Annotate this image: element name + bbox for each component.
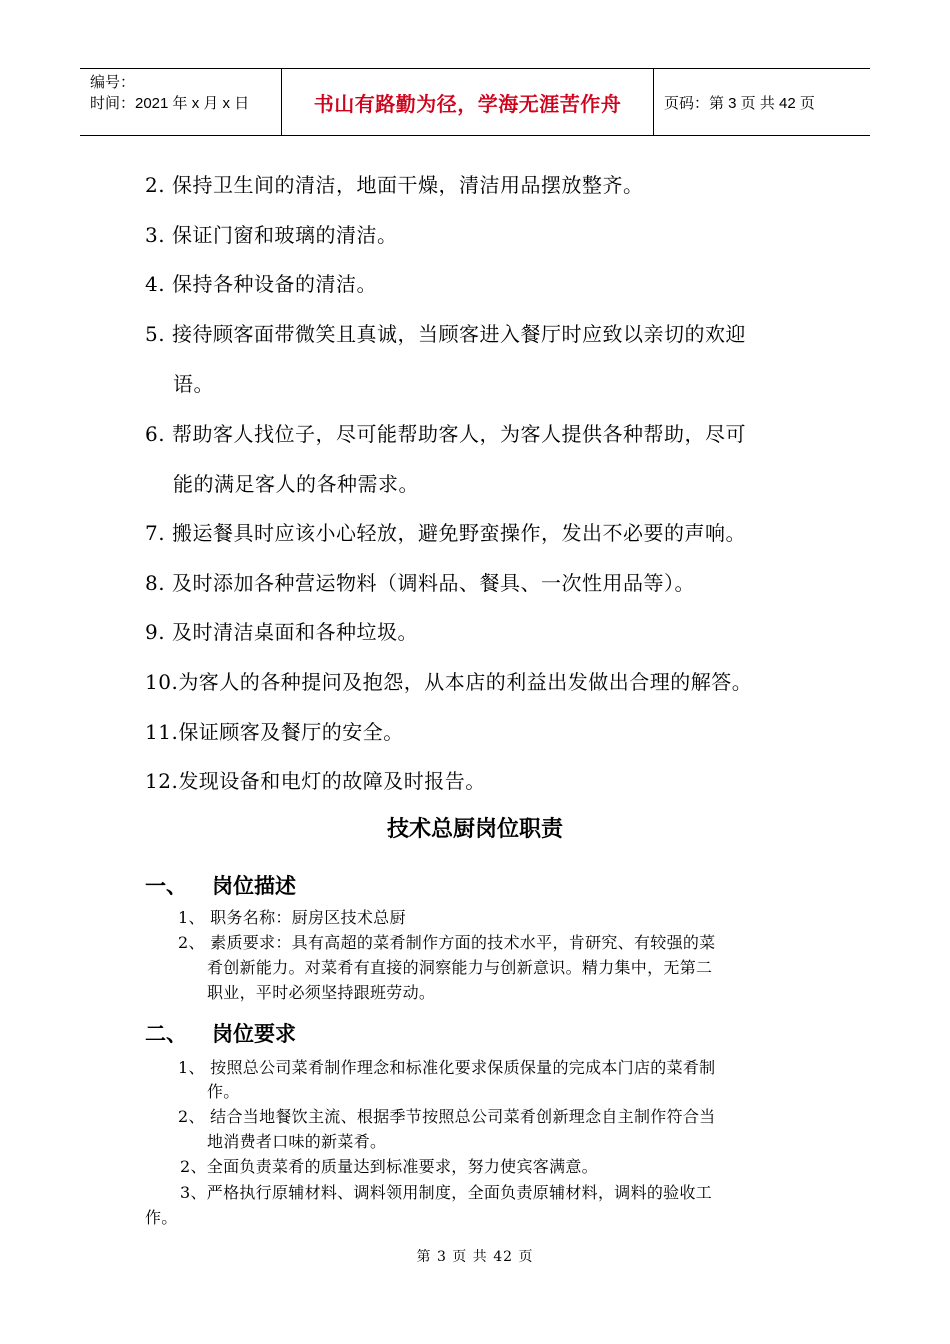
list-item-text: 及时添加各种营运物料（调料品、餐具、一次性用品等）。	[171, 571, 695, 595]
description-item: 2、 素质要求：具有高超的菜肴制作方面的技术水平，肯研究、有较强的菜	[178, 933, 716, 952]
list-item-number: 11.	[145, 720, 179, 744]
list-item	[145, 409, 825, 509]
description-item-continued: 职业，平时必须坚持跟班劳动。	[207, 983, 436, 1002]
list-item-number: 5.	[145, 322, 166, 346]
list-item	[145, 259, 825, 309]
list-item	[145, 309, 825, 409]
list-item	[145, 756, 825, 806]
list-item-text: 接待顾客面带微笑且真诚，当顾客进入餐厅时应致以亲切的欢迎	[171, 322, 746, 346]
section-heading-name: 岗位描述	[212, 875, 296, 898]
list-item-number: 6.	[145, 422, 166, 446]
header-time: 时间：2021 年 x 月 x 日	[90, 95, 250, 112]
list-item	[145, 160, 825, 210]
list-item-text: 发现设备和电灯的故障及时报告。	[178, 769, 486, 793]
page-footer: 第 3 页 共 42 页	[416, 1249, 534, 1265]
list-item-text: 保证顾客及餐厅的安全。	[178, 720, 404, 744]
list-item-text: 保证门窗和玻璃的清洁。	[171, 223, 398, 247]
description-item-continued: 肴创新能力。对菜肴有直接的洞察能力与创新意识。精力集中，无第二	[207, 958, 713, 977]
section-heading-requirements	[145, 1018, 296, 1048]
list-item	[145, 558, 825, 608]
list-item-number: 7.	[145, 521, 166, 545]
description-item	[178, 906, 828, 931]
header-meta	[80, 69, 282, 135]
list-item-number: 9.	[145, 620, 166, 644]
header-motto: 书山有路勤为径，学海无涯苦作舟	[282, 69, 654, 135]
list-item-number: 4.	[145, 272, 166, 296]
description-item-label: 1、 职务名称：	[178, 908, 292, 927]
requirement-item: 2、全面负责菜肴的质量达到标准要求，努力使宾客满意。	[180, 1157, 598, 1176]
list-item-text: 保持各种设备的清洁。	[171, 272, 377, 296]
header-number: 编号：	[90, 74, 136, 91]
list-item-text: 及时清洁桌面和各种垃圾。	[171, 620, 418, 644]
list-item	[145, 210, 825, 260]
section-heading-name: 岗位要求	[212, 1023, 296, 1046]
requirement-item: 1、 按照总公司菜肴制作理念和标准化要求保质保量的完成本门店的菜肴制	[178, 1058, 716, 1077]
requirement-item-continued: 作。	[145, 1208, 178, 1227]
list-item-number: 12.	[145, 769, 179, 793]
requirement-item-continued: 地消费者口味的新菜肴。	[207, 1132, 387, 1151]
list-item-text: 保持卫生间的清洁，地面干燥，清洁用品摆放整齐。	[171, 173, 644, 197]
list-item-text: 帮助客人找位子，尽可能帮助客人，为客人提供各种帮助，尽可	[171, 422, 746, 446]
list-item-text: 为客人的各种提问及抱怨，从本店的利益出发做出合理的解答。	[178, 670, 753, 694]
description-item-value: 厨房区技术总厨	[291, 910, 406, 927]
requirement-item-continued: 作。	[207, 1082, 240, 1101]
list-item	[145, 657, 825, 707]
list-item	[145, 508, 825, 558]
list-item-text: 搬运餐具时应该小心轻放，避免野蛮操作，发出不必要的声响。	[171, 521, 746, 545]
requirement-item: 2、 结合当地餐饮主流、根据季节按照总公司菜肴创新理念自主制作符合当	[178, 1107, 716, 1126]
list-item-number: 10.	[145, 670, 179, 694]
list-item	[145, 707, 825, 757]
list-item-number: 3.	[145, 223, 166, 247]
section-heading-number: 二、	[145, 1023, 187, 1046]
list-item-number: 2.	[145, 173, 166, 197]
section-heading-number: 一、	[145, 875, 187, 898]
section-title: 技术总厨岗位职责	[386, 816, 563, 841]
list-item	[145, 607, 825, 657]
list-item-number: 8.	[145, 571, 166, 595]
page-header	[80, 68, 870, 136]
section-heading-description	[145, 870, 296, 900]
list-item-text-continued: 语。	[173, 372, 214, 396]
requirement-item: 3、严格执行原辅材料、调料领用制度，全面负责原辅材料，调料的验收工	[180, 1183, 713, 1202]
header-page-number: 页码：第 3 页 共 42 页	[664, 94, 815, 112]
list-item-text-continued: 能的满足客人的各种需求。	[173, 472, 419, 496]
